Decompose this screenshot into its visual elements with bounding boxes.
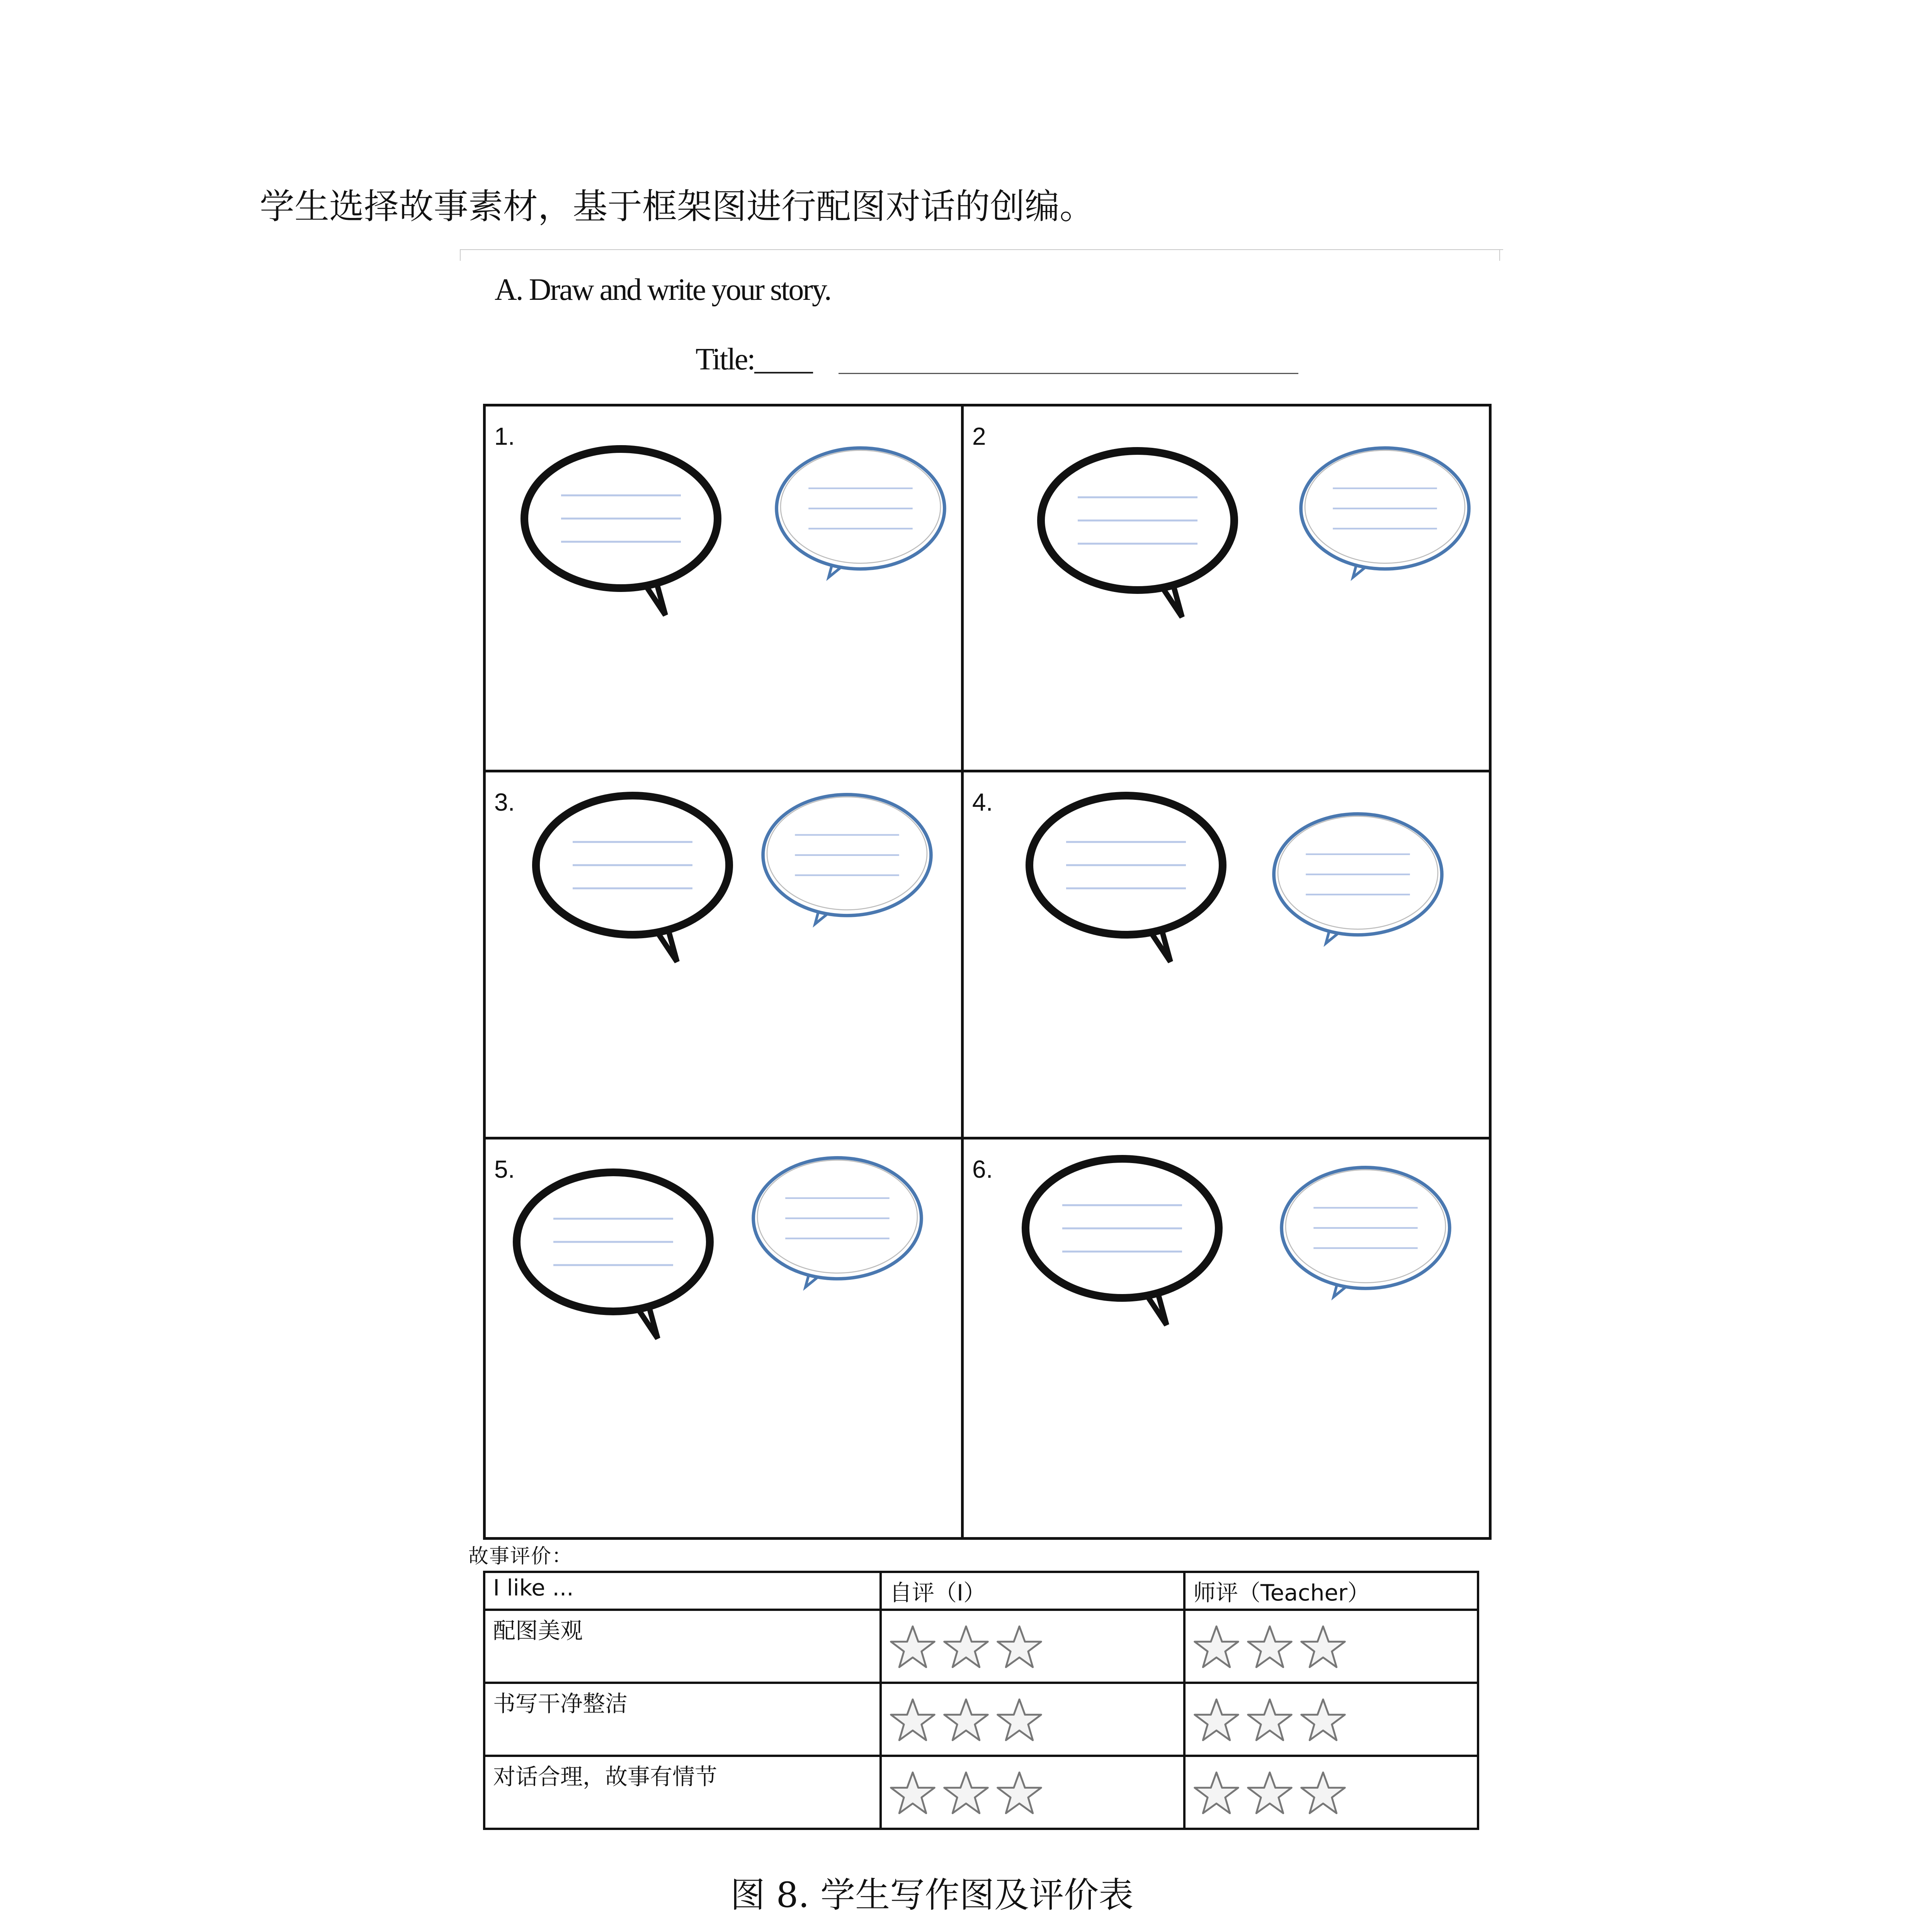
figure-caption: 图 8. 学生写作图及评价表: [730, 1875, 1134, 1915]
star-icon[interactable]: [996, 1624, 1043, 1670]
star-icon[interactable]: [1247, 1697, 1293, 1743]
star-icon[interactable]: [1300, 1624, 1346, 1670]
star-icon[interactable]: [943, 1624, 989, 1670]
star-icon[interactable]: [1300, 1770, 1346, 1816]
teacher-rating-cell: [1184, 1756, 1478, 1829]
grid-horizontal-divider-2: [486, 1137, 1489, 1139]
story-cell[interactable]: [486, 406, 961, 770]
intro-text: 学生选择故事素材，基于框架图进行配图对话的创编。: [260, 186, 1094, 227]
story-cell[interactable]: [486, 772, 961, 1137]
star-icon[interactable]: [1247, 1770, 1293, 1816]
eval-caption: 故事评价：: [468, 1545, 573, 1568]
speech-bubble-blue-icon: [1281, 441, 1489, 596]
speech-bubble-dark-icon: [517, 441, 725, 619]
worksheet-corner-left: [460, 249, 461, 261]
title-underline: [839, 373, 1298, 374]
eval-row: [484, 1683, 1478, 1756]
star-icon[interactable]: [1247, 1624, 1293, 1670]
eval-row-label: 书写干净整洁: [484, 1683, 881, 1756]
worksheet-figure: [460, 249, 1542, 1872]
eval-header-cell: 自评（I）: [881, 1572, 1184, 1610]
star-icon[interactable]: [943, 1770, 989, 1816]
star-icon[interactable]: [1300, 1697, 1346, 1743]
self-stars: [890, 1697, 1175, 1743]
teacher-rating-cell: [1184, 1610, 1478, 1683]
eval-header-cell: 师评（Teacher）: [1184, 1572, 1478, 1610]
worksheet-top-edge: [460, 249, 1503, 250]
star-icon[interactable]: [1193, 1770, 1240, 1816]
self-rating-cell: [881, 1683, 1184, 1756]
evaluation-table: [483, 1571, 1479, 1830]
eval-header-row: [484, 1572, 1478, 1610]
eval-row: [484, 1610, 1478, 1683]
star-icon[interactable]: [943, 1697, 989, 1743]
story-cell[interactable]: [964, 406, 1489, 770]
worksheet-corner-right: [1499, 249, 1500, 261]
worksheet-heading: A. Draw and write your story.: [495, 273, 831, 307]
speech-bubble-dark-icon: [509, 1165, 718, 1342]
self-rating-cell: [881, 1610, 1184, 1683]
grid-horizontal-divider-1: [486, 770, 1489, 772]
worksheet-title-label: Title:____: [696, 342, 812, 376]
speech-bubble-dark-icon: [1033, 443, 1242, 621]
star-icon[interactable]: [996, 1697, 1043, 1743]
self-rating-cell: [881, 1756, 1184, 1829]
cell-number: 3.: [494, 788, 515, 816]
speech-bubble-dark-icon: [1018, 1151, 1226, 1329]
cell-number: 5.: [494, 1155, 515, 1183]
star-icon[interactable]: [890, 1624, 936, 1670]
self-stars: [890, 1770, 1175, 1816]
speech-bubble-blue-icon: [733, 1151, 942, 1306]
self-stars: [890, 1624, 1175, 1670]
eval-row: [484, 1756, 1478, 1829]
speech-bubble-dark-icon: [1022, 788, 1230, 966]
speech-bubble-blue-icon: [743, 788, 951, 942]
story-cell[interactable]: [964, 1139, 1489, 1537]
cell-number: 2: [972, 422, 986, 450]
cell-number: 1.: [494, 422, 515, 450]
story-cell[interactable]: [486, 1139, 961, 1537]
eval-header-cell: I like ...: [484, 1572, 881, 1610]
speech-bubble-blue-icon: [756, 441, 965, 596]
teacher-stars: [1193, 1770, 1469, 1816]
eval-row-label: 配图美观: [484, 1610, 881, 1683]
story-cell[interactable]: [964, 772, 1489, 1137]
story-grid: [483, 404, 1492, 1540]
star-icon[interactable]: [1193, 1624, 1240, 1670]
teacher-stars: [1193, 1624, 1469, 1670]
teacher-rating-cell: [1184, 1683, 1478, 1756]
speech-bubble-blue-icon: [1261, 1161, 1470, 1315]
eval-row-label: 对话合理，故事有情节: [484, 1756, 881, 1829]
star-icon[interactable]: [890, 1697, 936, 1743]
star-icon[interactable]: [996, 1770, 1043, 1816]
cell-number: 6.: [972, 1155, 993, 1183]
speech-bubble-blue-icon: [1254, 807, 1462, 962]
cell-number: 4.: [972, 788, 993, 816]
speech-bubble-dark-icon: [528, 788, 737, 966]
teacher-stars: [1193, 1697, 1469, 1743]
star-icon[interactable]: [1193, 1697, 1240, 1743]
star-icon[interactable]: [890, 1770, 936, 1816]
